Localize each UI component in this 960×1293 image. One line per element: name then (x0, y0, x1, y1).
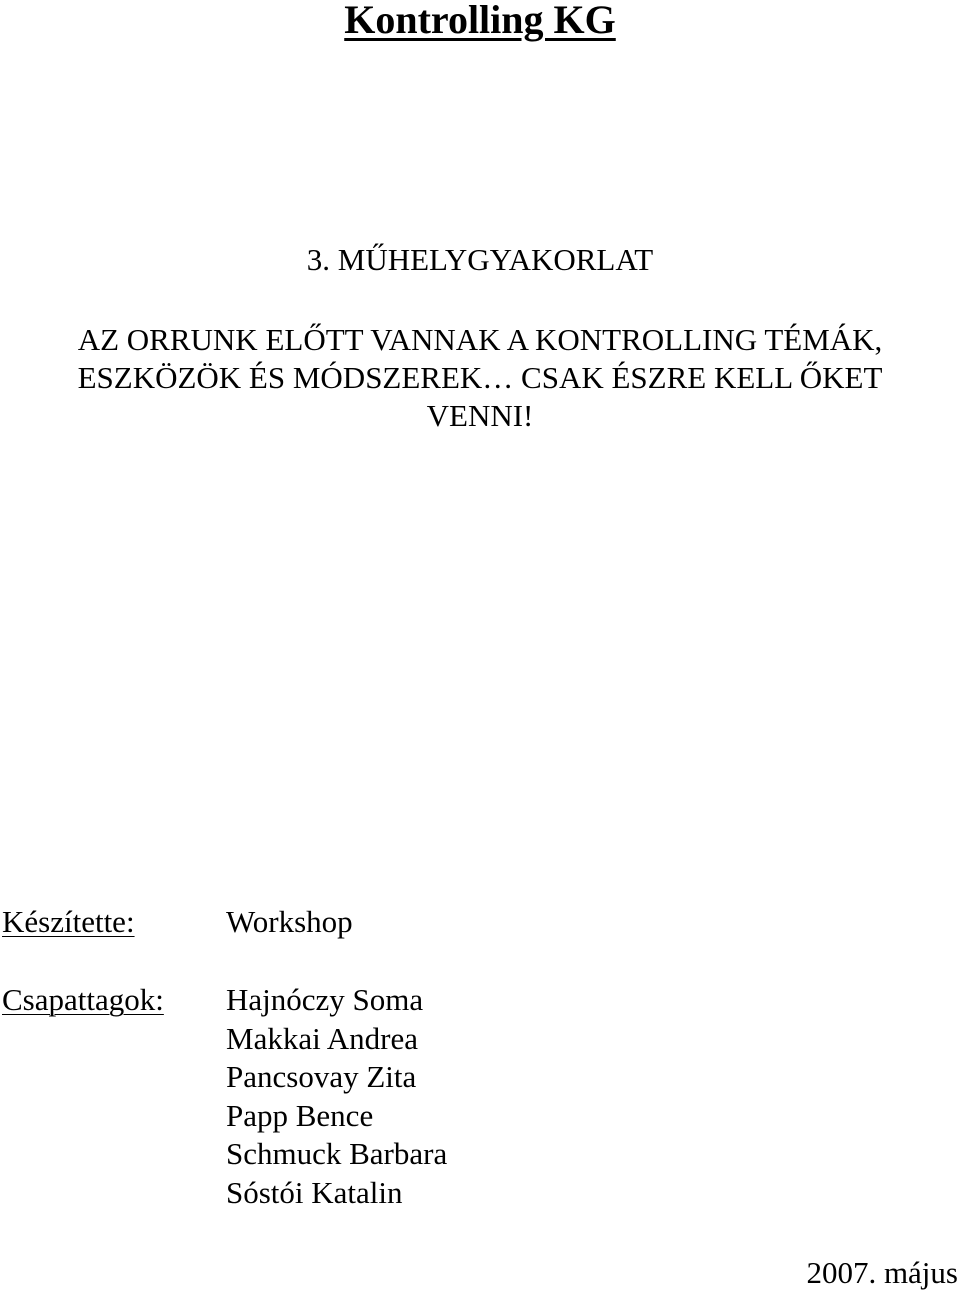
thesis-line: VENNI! (426, 398, 534, 433)
thesis-statement (20, 321, 940, 435)
member-name: Pancsovay Zita (226, 1059, 417, 1095)
document-title: Kontrolling KG (344, 0, 616, 42)
member-name: Papp Bence (226, 1097, 374, 1133)
thesis-line: ESZKÖZÖK ÉS MÓDSZEREK… CSAK ÉSZRE KELL ŐKET (77, 360, 883, 395)
member-name: Sóstói Katalin (226, 1174, 403, 1210)
author-value: Workshop (226, 904, 353, 939)
thesis-line: AZ ORRUNK ELŐTT VANNAK A KONTROLLING TÉMÁK, (77, 322, 883, 357)
member-name: Schmuck Barbara (226, 1136, 448, 1172)
document-subtitle: 3. MŰHELYGYAKORLAT (306, 242, 654, 277)
member-name: Hajnóczy Soma (226, 982, 424, 1017)
members-label: Csapattagok: (2, 982, 164, 1017)
document-date: 2007. május (806, 1255, 958, 1290)
author-label: Készítette: (2, 904, 135, 939)
member-list (226, 981, 447, 1213)
member-name: Makkai Andrea (226, 1020, 418, 1056)
